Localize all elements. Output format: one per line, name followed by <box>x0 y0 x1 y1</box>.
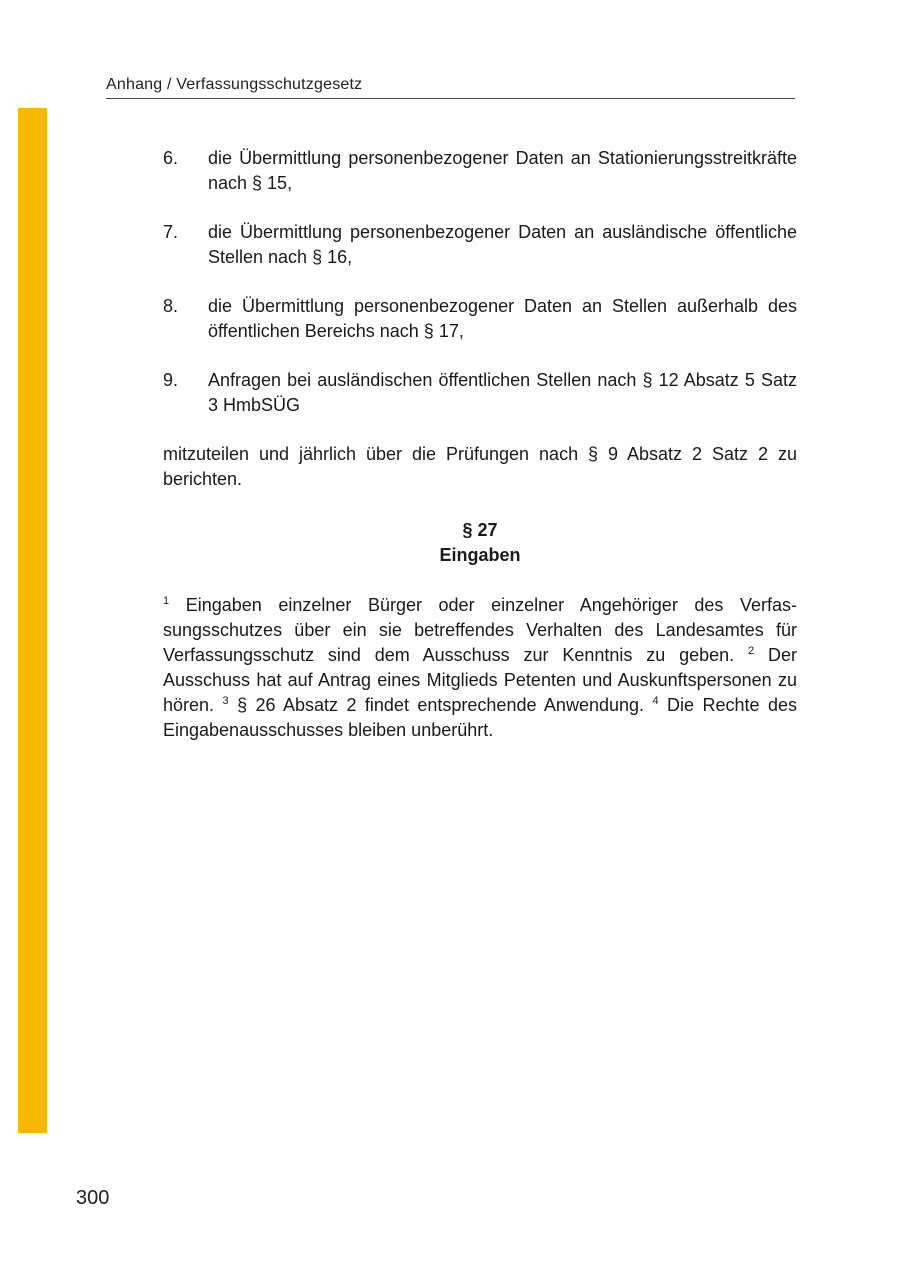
list-item <box>163 368 797 418</box>
list-item <box>163 220 797 270</box>
sentence-text: § 26 Absatz 2 findet entsprechende Anwendung. <box>237 695 645 715</box>
sentence-number: 3 <box>222 695 229 707</box>
sentence-text: Eingaben einzelner Bürger oder einzelner Angehöriger des Verfassungsschutzes über ein sie betreffendes Verhalten des Landesamtes für Verfassungsschutz sind dem Ausschuss zur Kenntnis zu geben. <box>163 595 797 665</box>
list-item <box>163 294 797 344</box>
sentence-text: Der Ausschuss hat auf Antrag eines Mitglieds Petenten und Auskunftspersonen zu hören. <box>163 645 797 715</box>
list-item-number: 7. <box>163 222 179 242</box>
sentence-number: 2 <box>748 645 755 657</box>
list-item-number: 9. <box>163 370 179 390</box>
list-item <box>163 146 797 196</box>
list-item-text: die Übermittlung personenbezogener Daten an ausländische öffentliche Stellen nach § 16, <box>208 222 797 267</box>
section-title: Eingaben <box>439 545 521 565</box>
page-content <box>163 146 797 743</box>
running-header: Anhang / Verfassungsschutzgesetz <box>106 76 363 93</box>
list-item-number: 6. <box>163 148 179 168</box>
page-number: 300 <box>76 1187 110 1209</box>
list-item-text: die Übermittlung personenbezogener Daten an Stellen außerhalb des öffentlichen Bereichs nach § 17, <box>208 296 797 341</box>
section-heading <box>163 518 797 568</box>
section-body <box>163 593 797 743</box>
list-item-number: 8. <box>163 296 179 316</box>
list-item-text: Anfragen bei ausländischen öffentlichen Stellen nach § 12 Absatz 5 Satz 3 HmbSÜG <box>208 370 797 415</box>
sentence-number: 4 <box>652 695 659 707</box>
sentence-text: Die Rechte des Eingabenausschusses bleiben unberührt. <box>163 695 797 740</box>
header-divider <box>106 98 795 99</box>
chapter-color-bar <box>18 108 47 1133</box>
section-number: § 27 <box>462 520 498 540</box>
closing-paragraph: mitzuteilen und jährlich über die Prüfungen nach § 9 Absatz 2 Satz 2 zu berichten. <box>163 444 797 489</box>
list-item-text: die Übermittlung personenbezogener Daten an Stationierungsstreitkräfte nach § 15, <box>208 148 797 193</box>
sentence-number: 1 <box>163 595 170 607</box>
